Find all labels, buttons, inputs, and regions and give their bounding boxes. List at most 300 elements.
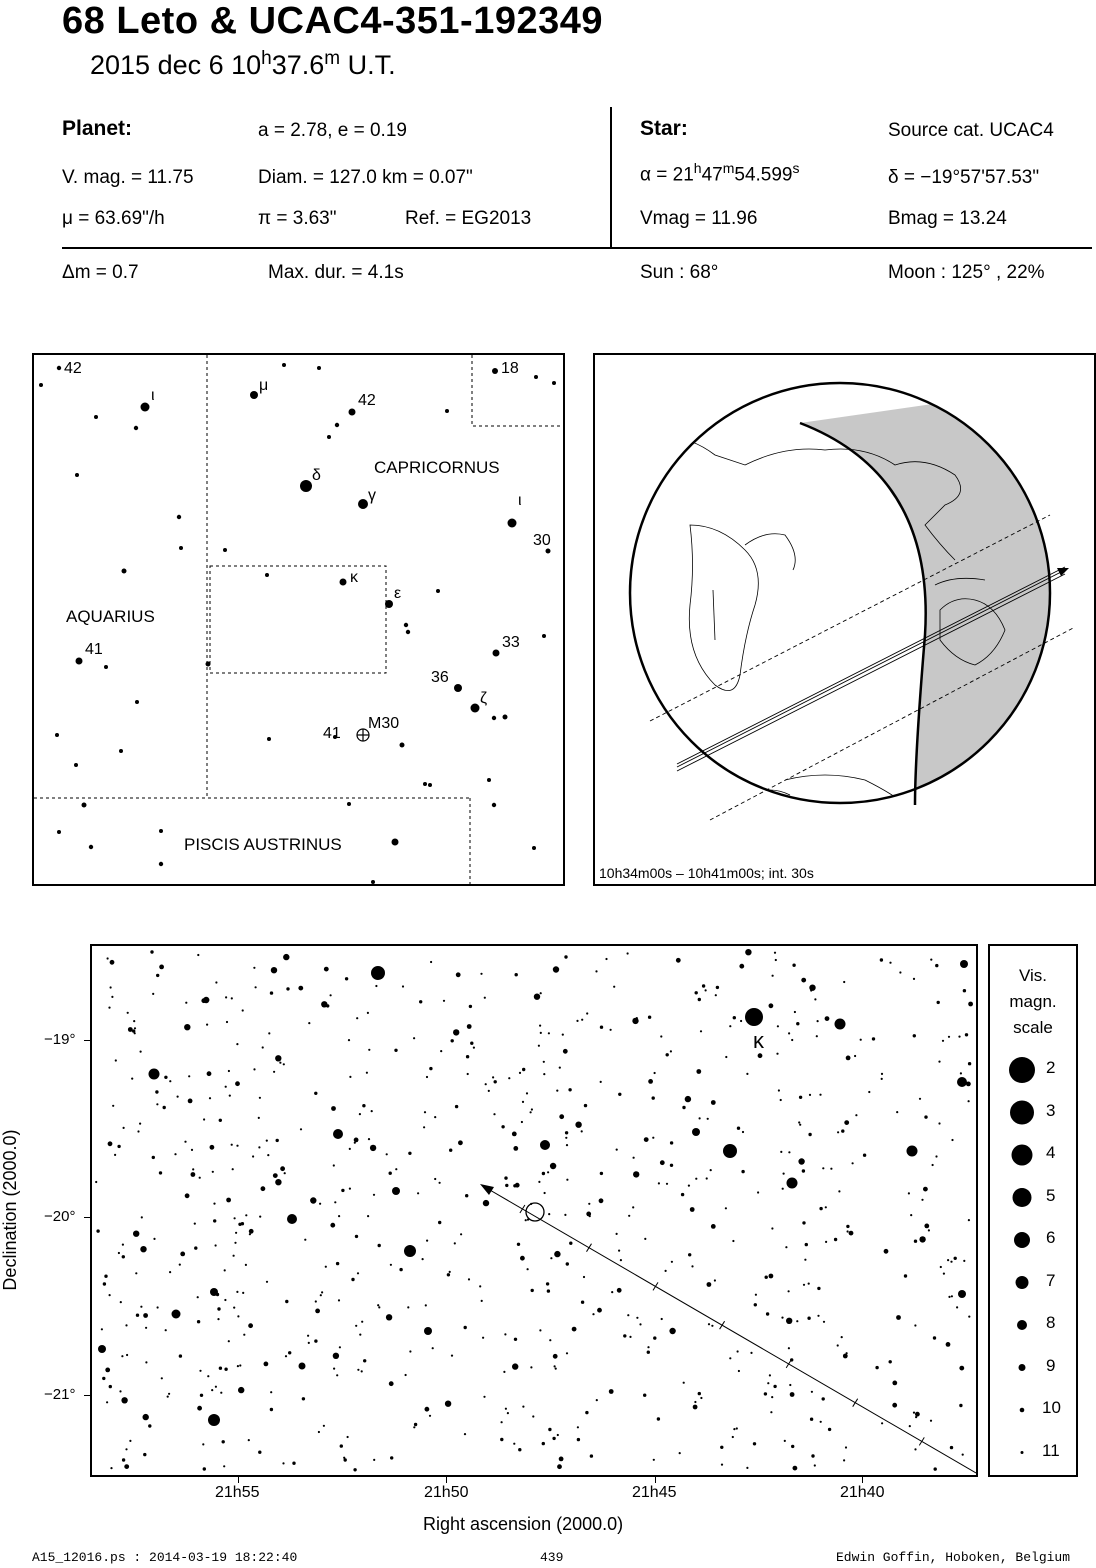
star-dot	[434, 1178, 436, 1180]
star-dot	[517, 1243, 520, 1246]
star-dot	[368, 1049, 370, 1051]
star-dot	[172, 1310, 181, 1319]
star-dot	[708, 1323, 710, 1325]
star-dot	[314, 1092, 317, 1095]
planet-diameter: Diam. = 127.0 km = 0.07"	[258, 167, 473, 188]
star-dot	[611, 1291, 613, 1293]
star-dot	[792, 964, 795, 967]
star-dot	[1009, 1057, 1035, 1083]
star-dot	[837, 1131, 839, 1133]
star-dot	[530, 1111, 532, 1113]
star-dot	[653, 1336, 656, 1339]
star-dot	[557, 1464, 562, 1469]
footer-file: A15_12016.ps : 2014-03-19 18:22:40	[32, 1550, 298, 1565]
star-dot	[1016, 1276, 1029, 1289]
star-dot	[345, 977, 348, 980]
star-dot	[776, 1053, 778, 1055]
sun-distance: Sun : 68°	[640, 262, 719, 283]
minutes-superscript: m	[324, 48, 341, 69]
star-dot	[791, 1039, 793, 1041]
star-dot	[548, 1428, 551, 1431]
star-dot	[354, 1142, 356, 1144]
star-dot	[479, 1285, 481, 1287]
star-dot	[236, 1043, 238, 1045]
star-dot	[539, 1329, 541, 1331]
star-dot	[55, 733, 59, 737]
star-dot	[367, 1012, 369, 1014]
ra-tick	[238, 1477, 239, 1483]
star-dot	[585, 1411, 588, 1414]
star-dot	[336, 1374, 338, 1376]
star-dot	[852, 1162, 854, 1164]
star-dot	[825, 1241, 827, 1243]
star-dot	[948, 1296, 950, 1298]
star-dot	[357, 1369, 359, 1371]
star-dot	[648, 1079, 653, 1084]
star-dot	[108, 1007, 110, 1009]
star-dot	[938, 1122, 940, 1124]
star-dot	[723, 1144, 737, 1158]
star-dot	[389, 1172, 392, 1175]
star-dot	[794, 1011, 796, 1013]
star-dot	[823, 1321, 825, 1323]
star-dot	[386, 1314, 392, 1320]
star-dot	[600, 1081, 602, 1083]
field-stars	[95, 949, 973, 1472]
star-dot	[400, 743, 405, 748]
star-dot	[258, 1146, 260, 1148]
star-dot	[804, 1259, 806, 1261]
path-tick	[919, 1437, 924, 1445]
dec-tick-label: −19°	[44, 1031, 76, 1048]
star-dot	[377, 1304, 379, 1306]
star-dot	[525, 1219, 527, 1221]
star-dot	[134, 1027, 136, 1029]
star-dot	[119, 749, 123, 753]
star-dot	[581, 1019, 583, 1021]
star-dot	[253, 1068, 255, 1070]
star-dot	[483, 1396, 485, 1398]
star-dot	[211, 1389, 213, 1391]
star-dot	[729, 1025, 731, 1027]
star-dot	[249, 1233, 251, 1235]
star-dot	[819, 1207, 822, 1210]
star-dot	[282, 1462, 284, 1464]
star-dot	[264, 1362, 269, 1367]
star-dot	[766, 1312, 769, 1315]
star-dot	[556, 1090, 558, 1092]
star-dot	[618, 1250, 620, 1252]
star-dot	[276, 1139, 279, 1142]
star-dot	[106, 1401, 108, 1403]
star-dot	[820, 1421, 822, 1423]
star-dot	[159, 965, 164, 970]
star-dot	[660, 1035, 662, 1037]
star-dot	[341, 1189, 344, 1192]
star-dot	[738, 1370, 740, 1372]
star-dot	[799, 1124, 801, 1126]
star-dot	[258, 1451, 261, 1454]
star-dot	[620, 1259, 622, 1261]
event-date: 2015 dec 6 10	[90, 50, 262, 80]
delta-magnitude: Δm = 0.7	[62, 262, 139, 283]
star-dot	[915, 1416, 917, 1418]
star-dot	[777, 1025, 779, 1027]
star-dot	[592, 1313, 594, 1315]
star-dot	[347, 1436, 349, 1438]
star-dot	[362, 1104, 365, 1107]
star-dot	[349, 1148, 351, 1150]
star-dot	[210, 1288, 218, 1296]
star-dot	[1019, 1364, 1026, 1371]
star-dot	[935, 1155, 937, 1157]
star-dot	[676, 958, 681, 963]
star-dot	[149, 1069, 160, 1080]
star-dot	[237, 1365, 239, 1367]
star-dot	[559, 1457, 564, 1462]
star-dot	[265, 573, 269, 577]
star-dot	[219, 1367, 222, 1370]
star-dot	[271, 967, 277, 973]
star-dot	[796, 1022, 799, 1025]
star-dot	[107, 957, 109, 959]
star-dot	[700, 1397, 702, 1399]
star-dot	[933, 1336, 936, 1339]
star-dot	[808, 1133, 811, 1136]
star-dot	[224, 1269, 226, 1271]
star-dot	[1010, 1101, 1034, 1125]
star-dot	[394, 1049, 397, 1052]
star-dot	[772, 975, 774, 977]
star-dot	[285, 1300, 288, 1303]
star-dot	[942, 1040, 944, 1042]
star-dot	[780, 1151, 782, 1153]
star-dot	[914, 1240, 917, 1243]
star-dot	[841, 1336, 843, 1338]
star-dot	[242, 1292, 244, 1294]
star-dot	[540, 1032, 542, 1034]
star-dot	[330, 994, 332, 996]
star-dot	[962, 1454, 964, 1456]
star-dot	[492, 716, 496, 720]
star-dot	[133, 1020, 135, 1022]
star-dot	[549, 1339, 551, 1341]
star-label: ζ	[480, 690, 488, 707]
star-dot	[351, 1278, 354, 1281]
star-dot	[226, 1021, 228, 1023]
star-dot	[568, 1088, 571, 1091]
star-dot	[648, 1016, 651, 1019]
star-dot	[889, 962, 891, 964]
dec-tick-label: −20°	[44, 1208, 76, 1225]
star-dot	[951, 1295, 953, 1297]
star-dot	[665, 1270, 667, 1272]
star-dot	[333, 1129, 343, 1139]
star-dot	[1020, 1408, 1025, 1413]
star-dot	[716, 986, 719, 989]
ra-tick	[862, 1477, 863, 1483]
star-dot	[698, 1392, 701, 1395]
star-dot	[188, 1075, 190, 1077]
star-dot	[830, 1168, 832, 1170]
scale-magnitude-label: 10	[1042, 1398, 1061, 1417]
star-dot	[670, 1164, 673, 1167]
star-dot	[440, 1050, 442, 1052]
star-dot	[104, 1275, 107, 1278]
star-dot	[466, 1055, 469, 1058]
star-dot	[330, 1223, 335, 1228]
star-dot	[287, 1214, 297, 1224]
star-dot	[837, 1344, 839, 1346]
star-dot	[453, 1029, 459, 1035]
planet-vmag: V. mag. = 11.75	[62, 167, 194, 188]
star-dot	[101, 1328, 103, 1330]
star-dot	[965, 1033, 968, 1036]
star-dot	[233, 1255, 235, 1257]
x-axis-title: Right ascension (2000.0)	[423, 1514, 624, 1534]
star-dot	[141, 1216, 143, 1218]
star-dot	[128, 1027, 133, 1032]
star-dot	[89, 845, 93, 849]
star-label: M30	[368, 715, 400, 732]
star-dot	[691, 1265, 693, 1267]
star-dot	[213, 1203, 215, 1205]
star-dot	[849, 1231, 854, 1236]
star-dot	[884, 1249, 889, 1254]
star-dot	[451, 1355, 453, 1357]
star-dot	[487, 778, 491, 782]
star-dot	[732, 1436, 734, 1438]
star-dot	[572, 1327, 577, 1332]
star-dot	[550, 1163, 556, 1169]
star-dot	[778, 1089, 780, 1091]
star-dot	[632, 1206, 634, 1208]
star-dot	[943, 1273, 945, 1275]
star-dot	[881, 1422, 883, 1424]
star-dot	[569, 1242, 572, 1245]
star-dot	[958, 1290, 966, 1298]
star-dot	[169, 1080, 171, 1082]
star-dot	[948, 1036, 950, 1038]
star-dot	[150, 950, 153, 953]
star-dot	[733, 1428, 735, 1430]
star-dot	[695, 991, 698, 994]
star-dot	[152, 993, 154, 995]
star-dot	[318, 1431, 320, 1433]
star-dot	[82, 803, 87, 808]
star-dot	[805, 1243, 808, 1246]
star-dot	[522, 1406, 524, 1408]
star-dot	[469, 1005, 472, 1008]
star-dot	[919, 1098, 921, 1100]
star-dot	[402, 985, 404, 987]
star-dot	[741, 1170, 744, 1173]
star-dot	[315, 1309, 320, 1314]
star-dot	[368, 1138, 370, 1140]
star-dot	[586, 1012, 588, 1014]
star-dot	[632, 1018, 638, 1024]
star-dot	[177, 515, 181, 519]
star-dot	[363, 1359, 366, 1362]
star-dot	[323, 1425, 325, 1427]
star-dot	[249, 1229, 254, 1234]
star-dot	[685, 1096, 691, 1102]
star-dot	[347, 802, 351, 806]
max-duration: Max. dur. = 4.1s	[268, 262, 404, 283]
star-dot	[333, 1368, 335, 1370]
star-dot	[1013, 1188, 1032, 1207]
star-dot	[373, 1194, 375, 1196]
star-dot	[357, 1272, 359, 1274]
star-dot	[212, 1171, 214, 1173]
star-dot	[338, 1299, 340, 1301]
star-dot	[769, 1274, 774, 1279]
star-dot	[493, 1113, 495, 1115]
star-dot	[847, 1230, 849, 1232]
star-dot	[405, 1374, 407, 1376]
star-dot	[180, 1252, 185, 1257]
star-dot	[236, 1145, 238, 1147]
scale-magnitude-label: 5	[1046, 1186, 1056, 1205]
star-dot	[825, 1016, 830, 1021]
star-dot	[666, 1053, 669, 1056]
star-dot	[542, 1442, 545, 1445]
star-label: 33	[502, 634, 520, 651]
star-dot	[616, 1233, 618, 1235]
star-dot	[259, 1097, 261, 1099]
star-dot	[408, 1152, 411, 1155]
star-dot	[159, 1171, 162, 1174]
star-dot	[480, 973, 482, 975]
star-dot	[225, 996, 227, 998]
star-dot	[145, 1361, 147, 1363]
star-dot	[373, 1459, 375, 1461]
star-dot	[207, 1375, 209, 1377]
star-dot	[134, 1032, 136, 1034]
star-dot	[148, 1424, 151, 1427]
star-dot	[392, 839, 399, 846]
star-dot	[817, 1287, 820, 1290]
constellation-map-svg	[34, 355, 563, 884]
star-dot	[231, 1144, 233, 1146]
star-dot	[98, 1345, 106, 1353]
star-dot	[930, 959, 932, 961]
y-axis-title: Declination (2000.0)	[0, 1129, 20, 1291]
star-dot	[458, 1140, 463, 1145]
star-dot	[1014, 1232, 1030, 1248]
star-dot	[548, 1213, 550, 1215]
star-dot	[314, 1339, 317, 1342]
star-dot	[445, 1401, 451, 1407]
target-star-marker	[526, 1203, 544, 1221]
star-dot	[163, 1106, 166, 1109]
star-dot	[639, 1323, 641, 1325]
star-dot	[957, 1077, 967, 1087]
star-dot	[742, 1131, 744, 1133]
star-dot	[432, 1347, 434, 1349]
star-delta: δ = −19°57'57.53"	[888, 167, 1040, 188]
star-dot	[583, 1276, 585, 1278]
star-dot	[241, 1222, 244, 1225]
star-dot	[628, 1215, 630, 1217]
star-dot	[434, 1116, 436, 1118]
star-dot	[921, 1199, 923, 1201]
star-label: γ	[368, 487, 376, 504]
star-dot	[781, 1317, 783, 1319]
m30-cluster-icon	[357, 729, 369, 741]
star-dot	[255, 986, 257, 988]
star-dot	[429, 1067, 432, 1070]
star-dot	[617, 1288, 622, 1293]
star-dot	[710, 1169, 712, 1171]
star-dot	[508, 519, 517, 528]
star-dot	[732, 1240, 734, 1242]
star-dot	[963, 989, 966, 992]
star-dot	[784, 1440, 786, 1442]
star-dot	[960, 960, 968, 968]
star-dot	[139, 1123, 141, 1125]
star-dot	[494, 1080, 497, 1083]
star-dot	[846, 1225, 849, 1228]
star-dot	[647, 1351, 650, 1354]
star-dot	[110, 1467, 112, 1469]
star-dot	[135, 1272, 137, 1274]
star-dot	[618, 1093, 621, 1096]
star-dot	[518, 1448, 521, 1451]
star-dot	[191, 1149, 193, 1151]
star-dot	[835, 1019, 846, 1030]
star-dot	[209, 1097, 211, 1099]
star-dot	[385, 600, 393, 608]
star-dot	[282, 363, 286, 367]
star-dot	[968, 1316, 970, 1318]
star-dot	[121, 1355, 123, 1357]
star-dot	[841, 1129, 844, 1132]
star-dot	[661, 1318, 663, 1320]
star-dot	[733, 1016, 736, 1019]
star-dot	[222, 1440, 225, 1443]
star-dot	[152, 1156, 155, 1159]
star-dot	[302, 1397, 305, 1400]
star-dot	[159, 862, 163, 866]
star-dot	[501, 1421, 503, 1423]
star-dot	[707, 1282, 712, 1287]
star-dot	[514, 1338, 517, 1341]
star-dot	[219, 1119, 222, 1122]
star-dot	[140, 1246, 146, 1252]
star-dot	[194, 1246, 197, 1249]
star-dot	[843, 981, 845, 983]
star-dot	[526, 1092, 528, 1094]
star-dot	[266, 1281, 268, 1283]
planet-orbit: a = 2.78, e = 0.19	[258, 120, 407, 141]
star-dot	[409, 1350, 411, 1352]
star-dot	[679, 1452, 681, 1454]
star-dot	[801, 978, 806, 983]
star-dot	[872, 1037, 875, 1040]
star-dot	[968, 1062, 971, 1065]
star-dot	[522, 1101, 524, 1103]
star-dot	[503, 715, 508, 720]
star-dot	[810, 1418, 813, 1421]
star-dot	[1021, 1451, 1024, 1454]
star-dot	[228, 1070, 230, 1072]
star-dot	[224, 1299, 226, 1301]
star-dot	[335, 423, 339, 427]
star-dot	[308, 1022, 310, 1024]
star-dot	[236, 1291, 238, 1293]
star-dot	[682, 1106, 685, 1109]
